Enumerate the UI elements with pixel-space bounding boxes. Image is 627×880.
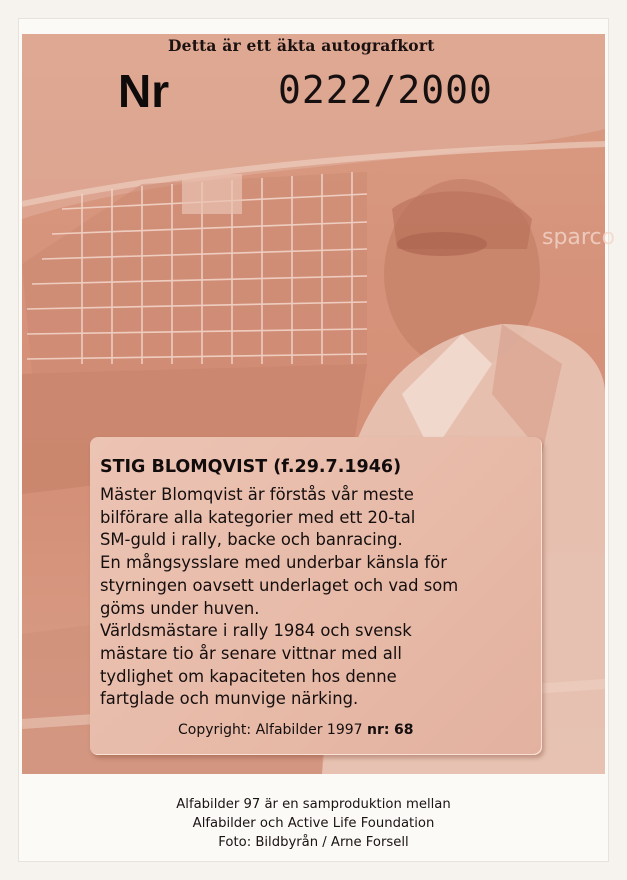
bio-line: bilförare alla kategorier med ett 20-tal [100, 507, 416, 527]
footer-line: Alfabilder och Active Life Foundation [192, 816, 435, 831]
footer-line: Alfabilder 97 är en samproduktion mellan [176, 797, 451, 812]
authenticity-heading: Detta är ett äkta autografkort [168, 36, 435, 55]
bio-line: En mångsysslare med underbar känsla för [100, 553, 447, 573]
serial-number-value: 0222/2000 [278, 68, 493, 112]
bio-line: fartglade och munvige närking. [100, 689, 359, 709]
bio-line: tydlighet om kapaciteten hos denne [100, 666, 397, 686]
footer-line: Foto: Bildbyrån / Arne Forsell [218, 835, 409, 850]
bio-line: Världsmästare i rally 1984 och svensk [100, 621, 412, 641]
bio-line: styrningen oavsett underlaget och vad som [100, 575, 459, 595]
bio-line: Mäster Blomqvist är förstås vår meste [100, 485, 414, 504]
bio-text [100, 484, 540, 711]
sparco-logo-text: sparco [542, 225, 616, 250]
bio-title: STIG BLOMQVIST (f.29.7.1946) [100, 457, 402, 477]
bio-line: SM-guld i rally, backe och banracing. [100, 530, 403, 550]
bio-line: göms under huven. [100, 598, 260, 618]
footer-credits [0, 795, 627, 852]
copyright-line [178, 722, 413, 738]
card-number-label: nr: [367, 722, 390, 738]
card-number-value: 68 [393, 722, 414, 738]
serial-number-label: Nr [118, 65, 170, 117]
copyright-text: Copyright: Alfabilder 1997 [178, 722, 363, 738]
bio-line: mästare tio år senare vittnar med all [100, 643, 402, 663]
